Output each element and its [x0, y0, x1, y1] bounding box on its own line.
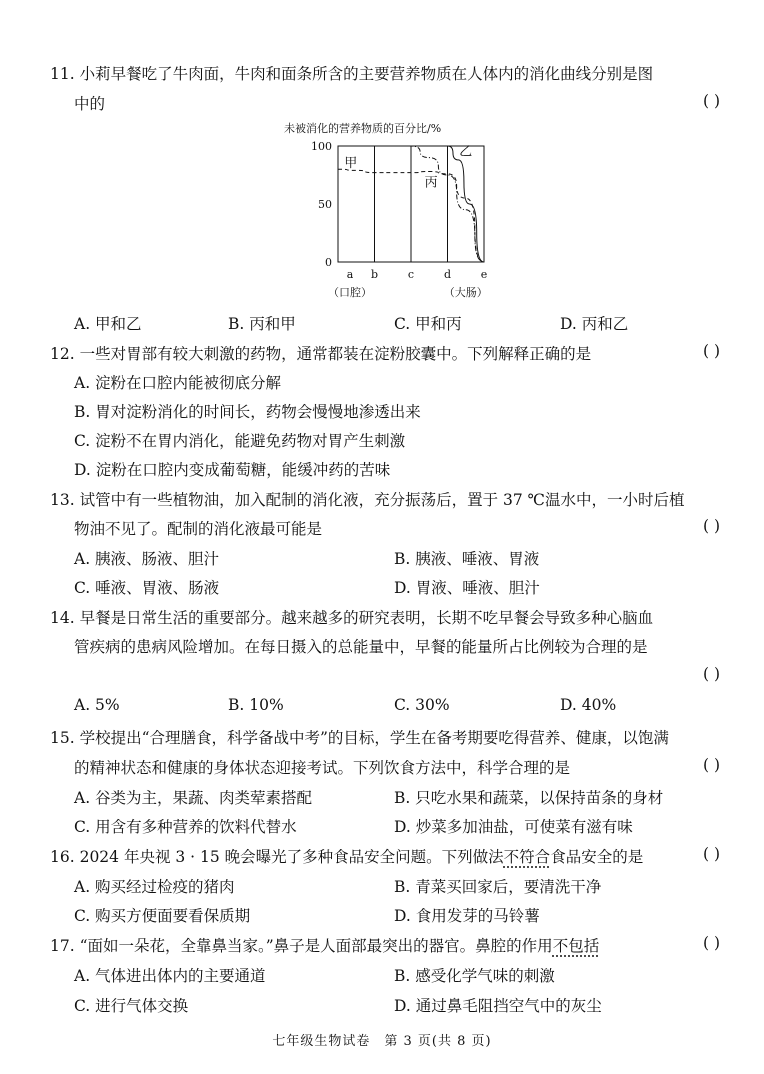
q14-option-b[interactable]: B. 10%: [228, 696, 284, 714]
chart-x-tick-label: e: [480, 268, 488, 281]
q14-stem-line1: 14. 早餐是日常生活的重要部分。越来越多的研究表明，长期不吃早餐会导致多种心脑血: [50, 609, 654, 627]
q11-option-a[interactable]: A. 甲和乙: [74, 315, 142, 333]
q15-stem-line1: 15. 学校提出“合理膳食，科学备战中考”的目标，学生在备考期要吃得营养、健康，以饱满: [50, 729, 669, 747]
chart-y-tick-label: 100: [311, 140, 332, 153]
q16-option-b[interactable]: B. 青菜买回家后，要清洗干净: [394, 878, 602, 896]
q15-option-a[interactable]: A. 谷类为主，果蔬、肉类荤素搭配: [74, 789, 313, 807]
q11-answer-paren: ( ): [702, 92, 720, 110]
q13-option-a[interactable]: A. 胰液、肠液、胆汁: [74, 550, 220, 568]
q13-option-d[interactable]: D. 胃液、唾液、胆汁: [394, 579, 540, 597]
q12-option-a[interactable]: A. 淀粉在口腔内能被彻底分解: [74, 374, 282, 392]
chart-x-tick-label: d: [443, 268, 452, 281]
chart-x-tick-label: b: [370, 268, 379, 281]
q14-option-a[interactable]: A. 5%: [74, 696, 120, 714]
q17-emphasis: 不包括: [552, 937, 600, 955]
q13-answer-paren: ( ): [702, 517, 720, 535]
q12-option-d[interactable]: D. 淀粉在口腔内变成葡萄糖，能缓冲药的苦味: [74, 461, 391, 479]
q17-option-a[interactable]: A. 气体进出体内的主要通道: [74, 967, 266, 985]
chart-title: 未被消化的营养物质的百分比/%: [284, 122, 442, 135]
q11-option-c[interactable]: C. 甲和丙: [394, 315, 462, 333]
chart-x-tick-label: c: [407, 268, 415, 281]
q16-emphasis: 不符合: [503, 848, 551, 866]
chart-series-label-2: 乙: [459, 144, 473, 160]
chart-x-note-mouth: （口腔）: [328, 286, 372, 299]
q14-option-c[interactable]: C. 30%: [394, 696, 450, 714]
q13-stem-line2: 物油不见了。配制的消化液最可能是: [74, 520, 323, 538]
q11-option-b[interactable]: B. 丙和甲: [228, 315, 296, 333]
q16-stem: 16. 2024 年央视 3 · 15 晚会曝光了多种食品安全问题。下列做法不符合食品安全的是: [50, 848, 644, 866]
q11-stem-line1: 11. 小莉早餐吃了牛肉面，牛肉和面条所含的主要营养物质在人体内的消化曲线分别是图: [50, 65, 654, 83]
q16-answer-paren: ( ): [702, 845, 720, 863]
q15-option-c[interactable]: C. 用含有多种营养的饮料代替水: [74, 818, 297, 836]
q12-option-c[interactable]: C. 淀粉不在胃内消化，能避免药物对胃产生刺激: [74, 432, 406, 450]
q15-stem-line2: 的精神状态和健康的身体状态迎接考试。下列饮食方法中，科学合理的是: [74, 759, 571, 777]
q17-answer-paren: ( ): [702, 934, 720, 952]
q17-option-c[interactable]: C. 进行气体交换: [74, 997, 189, 1015]
q15-answer-paren: ( ): [702, 756, 720, 774]
digestion-chart: [284, 118, 504, 303]
q14-answer-paren: ( ): [702, 665, 720, 683]
q13-option-c[interactable]: C. 唾液、胃液、肠液: [74, 579, 220, 597]
q14-option-d[interactable]: D. 40%: [560, 696, 617, 714]
q17-option-b[interactable]: B. 感受化学气味的刺激: [394, 967, 555, 985]
q14-stem-line2: 管疾病的患病风险增加。在每日摄入的总能量中，早餐的能量所占比例较为合理的是: [74, 638, 648, 656]
chart-x-note-large-intestine: （大肠）: [443, 286, 488, 299]
chart-y-tick-label: 50: [318, 198, 332, 211]
q12-answer-paren: ( ): [702, 342, 720, 360]
chart-y-ticks: [311, 140, 332, 269]
chart-x-ticks: [328, 268, 488, 299]
page-footer: 七年级生物试卷 第 3 页(共 8 页): [272, 1034, 492, 1049]
q11-option-d[interactable]: D. 丙和乙: [560, 315, 629, 333]
q13-stem-line1: 13. 试管中有一些植物油，加入配制的消化液，充分振荡后，置于 37 ℃温水中，一小时后植: [50, 491, 685, 509]
chart-x-tick-label: a: [346, 268, 354, 281]
chart-series-label-1: 甲: [344, 155, 358, 171]
q12-stem: 12. 一些对胃部有较大刺激的药物，通常都装在淀粉胶囊中。下列解释正确的是: [50, 345, 592, 363]
q12-option-b[interactable]: B. 胃对淀粉消化的时间长，药物会慢慢地渗透出来: [74, 403, 421, 421]
chart-series-label-3: 丙: [424, 175, 438, 191]
q16-option-a[interactable]: A. 购买经过检疫的猪肉: [74, 878, 235, 896]
q17-option-d[interactable]: D. 通过鼻毛阻挡空气中的灰尘: [394, 997, 602, 1015]
chart-y-tick-label: 0: [325, 256, 332, 269]
q13-option-b[interactable]: B. 胰液、唾液、胃液: [394, 550, 540, 568]
q16-option-d[interactable]: D. 食用发芽的马铃薯: [394, 907, 540, 925]
q15-option-d[interactable]: D. 炒菜多加油盐，可使菜有滋有味: [394, 818, 633, 836]
q11-stem-line2: 中的: [74, 95, 106, 113]
q15-option-b[interactable]: B. 只吃水果和蔬菜，以保持苗条的身材: [394, 789, 664, 807]
q16-option-c[interactable]: C. 购买方便面要看保质期: [74, 907, 251, 925]
q17-stem: 17. “面如一朵花，全靠鼻当家。”鼻子是人面部最突出的器官。鼻腔的作用不包括: [50, 937, 600, 955]
